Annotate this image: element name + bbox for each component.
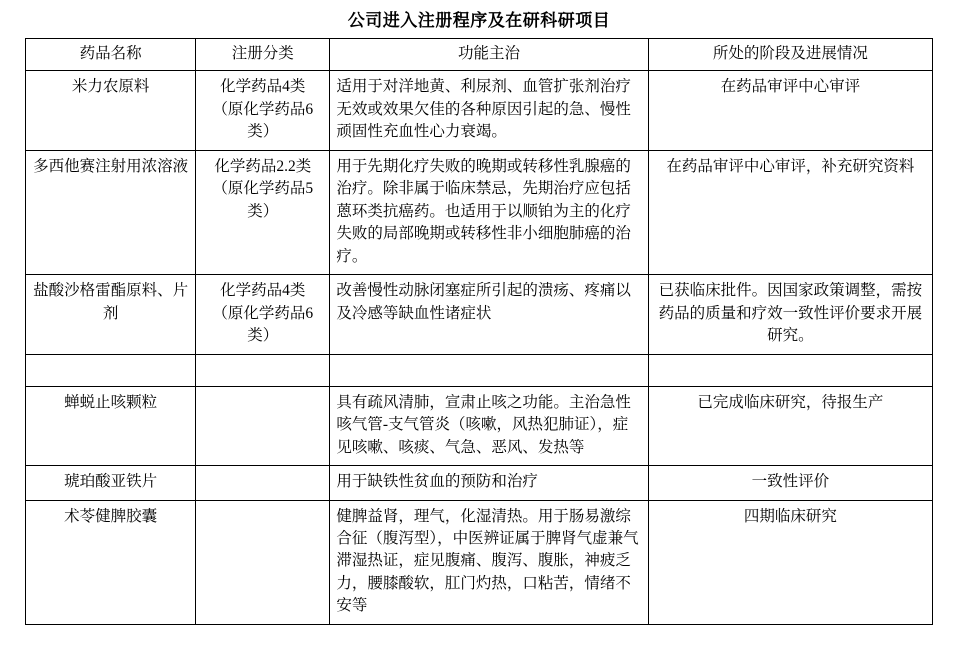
table-cell-registration-class <box>196 500 330 624</box>
table-cell-drug-name: 蝉蜕止咳颗粒 <box>26 386 196 465</box>
column-header-drug-name: 药品名称 <box>26 39 196 71</box>
page-title: 公司进入注册程序及在研科研项目 <box>347 11 611 30</box>
table-cell-stage: 已完成临床研究，待报生产 <box>648 386 932 465</box>
table-row-blank <box>26 354 933 386</box>
table-cell-indications: 用于缺铁性贫血的预防和治疗 <box>330 466 648 500</box>
table-cell-indications: 适用于对洋地黄、利尿剂、血管扩张剂治疗无效或效果欠佳的各种原因引起的急、慢性顽固性充血性心力衰竭。 <box>330 71 648 150</box>
table-cell-indications: 具有疏风清肺，宣肃止咳之功能。主治急性咳气管-支气管炎（咳嗽，风热犯肺证），症见咳嗽、咳痰、气急、恶风、发热等 <box>330 386 648 465</box>
table-cell-stage: 在药品审评中心审评 <box>648 71 932 150</box>
table-cell-empty <box>26 354 196 386</box>
table-row <box>26 275 933 354</box>
table-cell-registration-class <box>196 466 330 500</box>
table-cell-registration-class <box>196 386 330 465</box>
table-cell-drug-name: 盐酸沙格雷酯原料、片剂 <box>26 275 196 354</box>
table-row <box>26 150 933 274</box>
table-row <box>26 71 933 150</box>
column-header-indications: 功能主治 <box>330 39 648 71</box>
table-cell-registration-class: 化学药品4类 （原化学药品6类） <box>196 71 330 150</box>
table-row <box>26 500 933 624</box>
table-cell-registration-class: 化学药品4类 （原化学药品6类） <box>196 275 330 354</box>
table-cell-stage: 一致性评价 <box>648 466 932 500</box>
table-cell-drug-name: 琥珀酸亚铁片 <box>26 466 196 500</box>
table-row <box>26 466 933 500</box>
table-cell-registration-class: 化学药品2.2类 （原化学药品5类） <box>196 150 330 274</box>
column-header-stage: 所处的阶段及进展情况 <box>648 39 932 71</box>
table-cell-stage: 已获临床批件。因国家政策调整，需按药品的质量和疗效一致性评价要求开展研究。 <box>648 275 932 354</box>
table-cell-empty <box>330 354 648 386</box>
table-cell-empty <box>196 354 330 386</box>
table-cell-drug-name: 多西他赛注射用浓溶液 <box>26 150 196 274</box>
table-cell-stage: 四期临床研究 <box>648 500 932 624</box>
table-cell-indications: 用于先期化疗失败的晚期或转移性乳腺癌的治疗。除非属于临床禁忌，先期治疗应包括蒽环类抗癌药。也适用于以顺铂为主的化疗失败的局部晚期或转移性非小细胞肺癌的治疗。 <box>330 150 648 274</box>
table-cell-indications: 改善慢性动脉闭塞症所引起的溃疡、疼痛以及冷感等缺血性诸症状 <box>330 275 648 354</box>
table-cell-stage: 在药品审评中心审评，补充研究资料 <box>648 150 932 274</box>
table-cell-drug-name: 术苓健脾胶囊 <box>26 500 196 624</box>
table-body <box>26 71 933 624</box>
table-cell-drug-name: 米力农原料 <box>26 71 196 150</box>
table-cell-indications: 健脾益肾，理气，化湿清热。用于肠易激综合征（腹泻型），中医辨证属于脾肾气虚兼气滞湿热证，症见腹痛、腹泻、腹胀，神疲乏力，腰膝酸软，肛门灼热，口粘苦，情绪不安等 <box>330 500 648 624</box>
column-header-registration-class: 注册分类 <box>196 39 330 71</box>
table-header-row <box>26 39 933 71</box>
table-cell-empty <box>648 354 932 386</box>
research-projects-table <box>25 38 933 625</box>
table-row <box>26 386 933 465</box>
